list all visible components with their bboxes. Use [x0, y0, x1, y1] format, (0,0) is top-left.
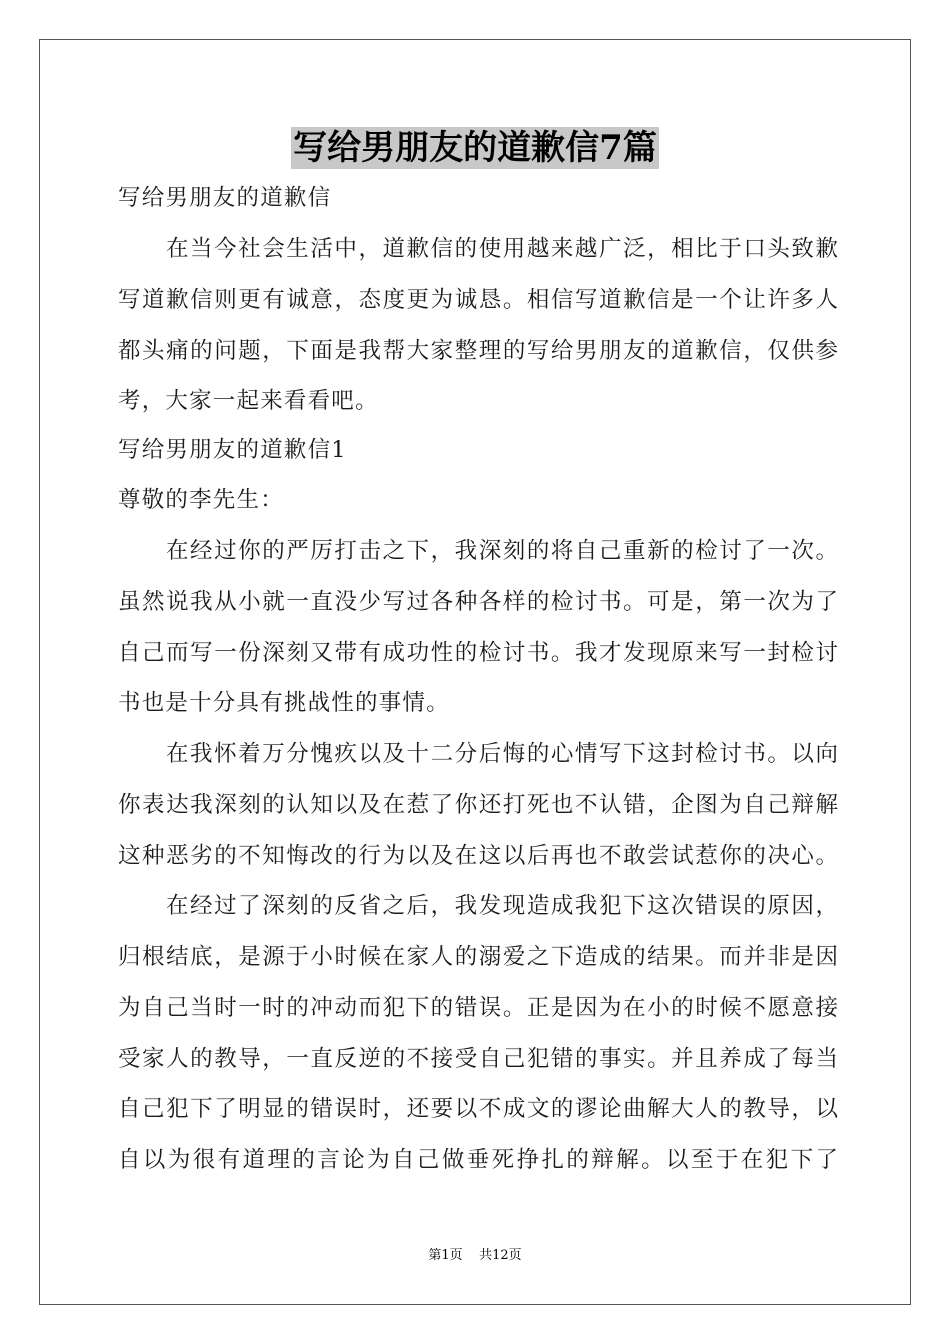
paragraph-line: 在我怀着万分愧疚以及十二分后悔的心情写下这封检讨书。以向 — [166, 741, 838, 767]
salutation: 尊敬的李先生： — [118, 487, 284, 513]
subtitle-line: 写给男朋友的道歉信 — [118, 185, 332, 211]
paragraph-line: 都头痛的问题，下面是我帮大家整理的写给男朋友的道歉信，仅供参 — [118, 338, 838, 364]
paragraph-line: 虽然说我从小就一直没少写过各种各样的检讨书。可是，第一次为了 — [118, 589, 838, 615]
paragraph-line: 考，大家一起来看看吧。 — [118, 388, 379, 414]
paragraph-line: 书也是十分具有挑战性的事情。 — [118, 690, 450, 716]
paragraph-line: 归根结底，是源于小时候在家人的溺爱之下造成的结果。而并非是因 — [118, 944, 838, 970]
paragraph-line: 写道歉信则更有诚意，态度更为诚恳。相信写道歉信是一个让许多人 — [118, 287, 838, 313]
paragraph-line: 你表达我深刻的认知以及在惹了你还打死也不认错，企图为自己辩解 — [118, 792, 838, 818]
paragraph-line: 自己而写一份深刻又带有成功性的检讨书。我才发现原来写一封检讨 — [118, 640, 838, 666]
paragraph-line: 为自己当时一时的冲动而犯下的错误。正是因为在小的时候不愿意接 — [118, 995, 838, 1021]
document-title: 写给男朋友的道歉信7篇 — [293, 128, 657, 168]
paragraph-line: 自己犯下了明显的错误时，还要以不成文的谬论曲解大人的教导，以 — [118, 1096, 838, 1122]
paragraph-line: 自以为很有道理的言论为自己做垂死挣扎的辩解。以至于在犯下了 — [118, 1147, 838, 1173]
title-container — [0, 127, 950, 169]
paragraph-line: 受家人的教导，一直反逆的不接受自己犯错的事实。并且养成了每当 — [118, 1046, 838, 1072]
paragraph-line: 在经过了深刻的反省之后，我发现造成我犯下这次错误的原因， — [166, 893, 838, 919]
page-footer: 第1页 共12页 — [428, 1248, 522, 1263]
paragraph-line: 在经过你的严厉打击之下，我深刻的将自己重新的检讨了一次。 — [166, 538, 838, 564]
paragraph-line: 这种恶劣的不知悔改的行为以及在这以后再也不敢尝试惹你的决心。 — [118, 843, 838, 869]
paragraph-line: 在当今社会生活中，道歉信的使用越来越广泛，相比于口头致歉 — [166, 236, 838, 262]
section-heading: 写给男朋友的道歉信1 — [118, 437, 347, 463]
